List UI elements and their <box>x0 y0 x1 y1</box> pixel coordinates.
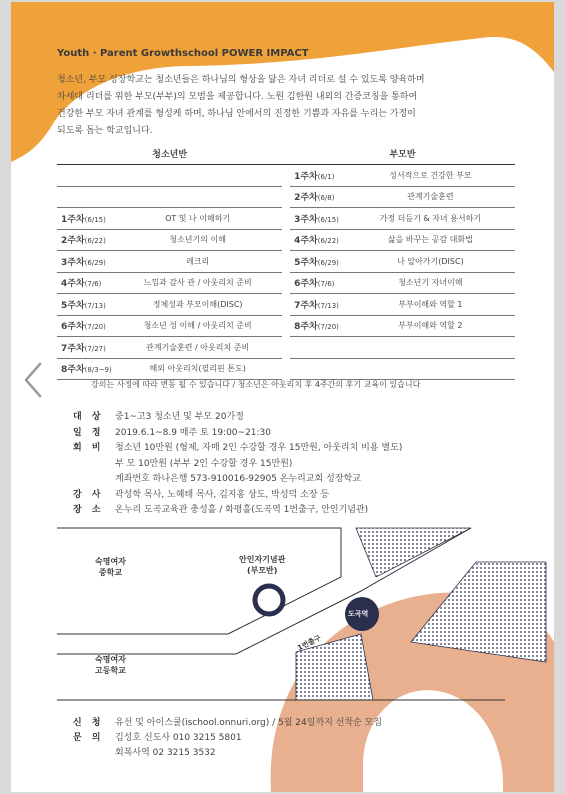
info-row-place <box>73 503 402 519</box>
info-label: 일정 <box>73 427 111 438</box>
intro-line: 건강한 부모 자녀 관계를 형성케 하며, 하나님 안에서의 진정한 기쁨과 자유를 누리는 가정이 <box>57 109 416 119</box>
youth-topic: 청소년 성 이해 / 아웃리치 준비 <box>113 315 282 337</box>
contact-row-inquiry <box>73 731 382 746</box>
map-label-high-school: 숙명여자 고등학교 <box>95 655 126 675</box>
contact-row-apply <box>73 716 382 731</box>
youth-week: 2주차(6/22) <box>57 229 113 251</box>
schedule-row <box>57 272 515 294</box>
schedule-note: 강의는 사정에 따라 변동 될 수 있습니다 / 청소년은 아웃리치 후 4주간의 후기 교육이 있습니다 <box>91 380 421 389</box>
location-map <box>57 528 505 700</box>
contact-label: 문의 <box>73 733 111 743</box>
youth-week: 5주차(7/13) <box>57 294 113 316</box>
schedule-row <box>57 229 515 251</box>
schedule-row <box>57 251 515 273</box>
schedule-table <box>57 142 515 380</box>
info-value: 2019.6.1~8.9 매주 토 19:00~21:30 <box>115 427 272 438</box>
info-value: 부 모 10만원 (부부 2인 수강할 경우 15만원) <box>115 458 293 469</box>
info-value: 청소년 10만원 (형제, 자매 2인 수강할 경우 15만원, 아웃리치 비용 별도) <box>115 443 403 453</box>
intro-line: 되도록 돕는 학교입니다. <box>57 126 153 136</box>
chevron-left-icon[interactable] <box>18 360 48 400</box>
contact-block <box>73 716 382 761</box>
parent-week <box>290 337 346 359</box>
youth-week: 4주차(7/6) <box>57 272 113 294</box>
parent-week: 3주차(6/15) <box>290 208 346 230</box>
parent-week <box>290 358 346 380</box>
parent-week: 2주차(6/8) <box>290 186 346 208</box>
info-row-speakers <box>73 488 402 504</box>
youth-topic <box>113 186 282 208</box>
parent-topic: 관계기술훈련 <box>346 186 515 208</box>
youth-topic: 관계기술훈련 / 아웃리치 준비 <box>113 337 282 359</box>
parent-week: 4주차(6/22) <box>290 229 346 251</box>
info-row-fee-parent <box>73 457 402 473</box>
parent-topic: 삶을 바꾸는 공감 대화법 <box>346 229 515 251</box>
schedule-row <box>57 315 515 337</box>
map-label-station: 도곡역 <box>348 610 369 618</box>
schedule-body <box>57 165 515 380</box>
parent-topic: 가정 더듬기 & 자녀 용서하기 <box>346 208 515 230</box>
youth-week: 6주차(7/20) <box>57 315 113 337</box>
contact-value: 유선 및 아이스쿨(ischool.onnuri.org) / 5월 24일까지 선착순 모집 <box>115 718 383 728</box>
youth-topic: 청소년기의 이해 <box>113 229 282 251</box>
contact-value: 회복사역 02 3215 3532 <box>115 748 216 758</box>
info-value: 계좌번호 하나은행 573-910016-92905 온누리교회 성장학교 <box>115 474 361 484</box>
youth-topic: 정체성과 부모이해(DISC) <box>113 294 282 316</box>
schedule-row <box>57 358 515 380</box>
map-label-exit: 1번출구 <box>296 633 323 653</box>
youth-week <box>57 186 113 208</box>
youth-week: 7주차(7/27) <box>57 337 113 359</box>
info-label: 강사 <box>73 489 111 500</box>
youth-week: 3주차(6/29) <box>57 251 113 273</box>
youth-topic: 해외 아웃리치(필리핀 톤도) <box>113 358 282 380</box>
info-row-fee <box>73 441 402 457</box>
parent-topic: 부부이해와 역할 1 <box>346 294 515 316</box>
schedule-row <box>57 294 515 316</box>
contact-label: 신청 <box>73 718 111 728</box>
youth-week <box>57 165 113 187</box>
parent-week: 6주차(7/6) <box>290 272 346 294</box>
youth-topic: 레크리 <box>113 251 282 273</box>
schedule-row <box>57 165 515 187</box>
parent-week: 7주차(7/13) <box>290 294 346 316</box>
info-label <box>73 472 115 488</box>
info-label: 장소 <box>73 505 111 515</box>
parent-topic: 청소년기 자녀이해 <box>346 272 515 294</box>
youth-topic: OT 및 나 이해하기 <box>113 208 282 230</box>
youth-header: 청소년반 <box>57 142 282 165</box>
info-row-target <box>73 410 402 426</box>
youth-week: 1주차(6/15) <box>57 208 113 230</box>
poster-page <box>11 2 554 792</box>
intro-line: 청소년, 부모 성장학교는 청소년들은 하나님의 형상을 닮은 자녀 리더로 설 수 있도록 양육하며 <box>57 75 425 85</box>
info-value: 곽성학 목사, 노혜태 목사, 김지홍 상도, 박성덕 소장 등 <box>115 489 330 500</box>
parent-week: 8주차(7/20) <box>290 315 346 337</box>
youth-topic <box>113 165 282 187</box>
parent-topic: 성서적으로 건강한 부모 <box>346 165 515 187</box>
info-value: 온누리 도곡교육관 충성홀 / 화평홀(도곡역 1번출구, 안인기념관) <box>115 505 369 515</box>
contact-row-phone <box>73 746 382 761</box>
youth-week: 8주차(8/3~9) <box>57 358 113 380</box>
schedule-row <box>57 186 515 208</box>
schedule-row <box>57 208 515 230</box>
schedule-row <box>57 337 515 359</box>
contact-value: 김성호 신도사 010 3215 5801 <box>115 733 242 743</box>
map-label-middle-school: 숙명여자 중학교 <box>95 557 126 577</box>
map-label-venue: 안인자기념관 (부모반) <box>239 555 286 575</box>
parent-topic: 부부이해와 역할 2 <box>346 315 515 337</box>
page-title: Youth · Parent Growthschool POWER IMPACT <box>57 48 309 59</box>
intro-line: 차세대 리더를 위한 부모(부부)의 모범을 제공합니다. 노원 김한원 내외의 간증코칭을 통하여 <box>57 92 418 102</box>
info-row-schedule <box>73 426 402 442</box>
parent-week: 1주차(6/1) <box>290 165 346 187</box>
parent-topic: 나 알아가기(DISC) <box>346 251 515 273</box>
contact-label <box>73 746 115 761</box>
parent-topic <box>346 337 515 359</box>
parent-topic <box>346 358 515 380</box>
info-label: 대상 <box>73 412 111 422</box>
info-row-account <box>73 472 402 488</box>
parent-week: 5주차(6/29) <box>290 251 346 273</box>
info-label <box>73 457 115 473</box>
youth-topic: 느낌과 감사 관 / 아웃리치 준비 <box>113 272 282 294</box>
info-block <box>73 410 402 519</box>
info-value: 중1~고3 청소년 및 부모 20가정 <box>115 412 244 422</box>
intro-text <box>57 72 517 140</box>
parent-header: 부모반 <box>290 142 515 165</box>
info-label: 회비 <box>73 443 111 453</box>
